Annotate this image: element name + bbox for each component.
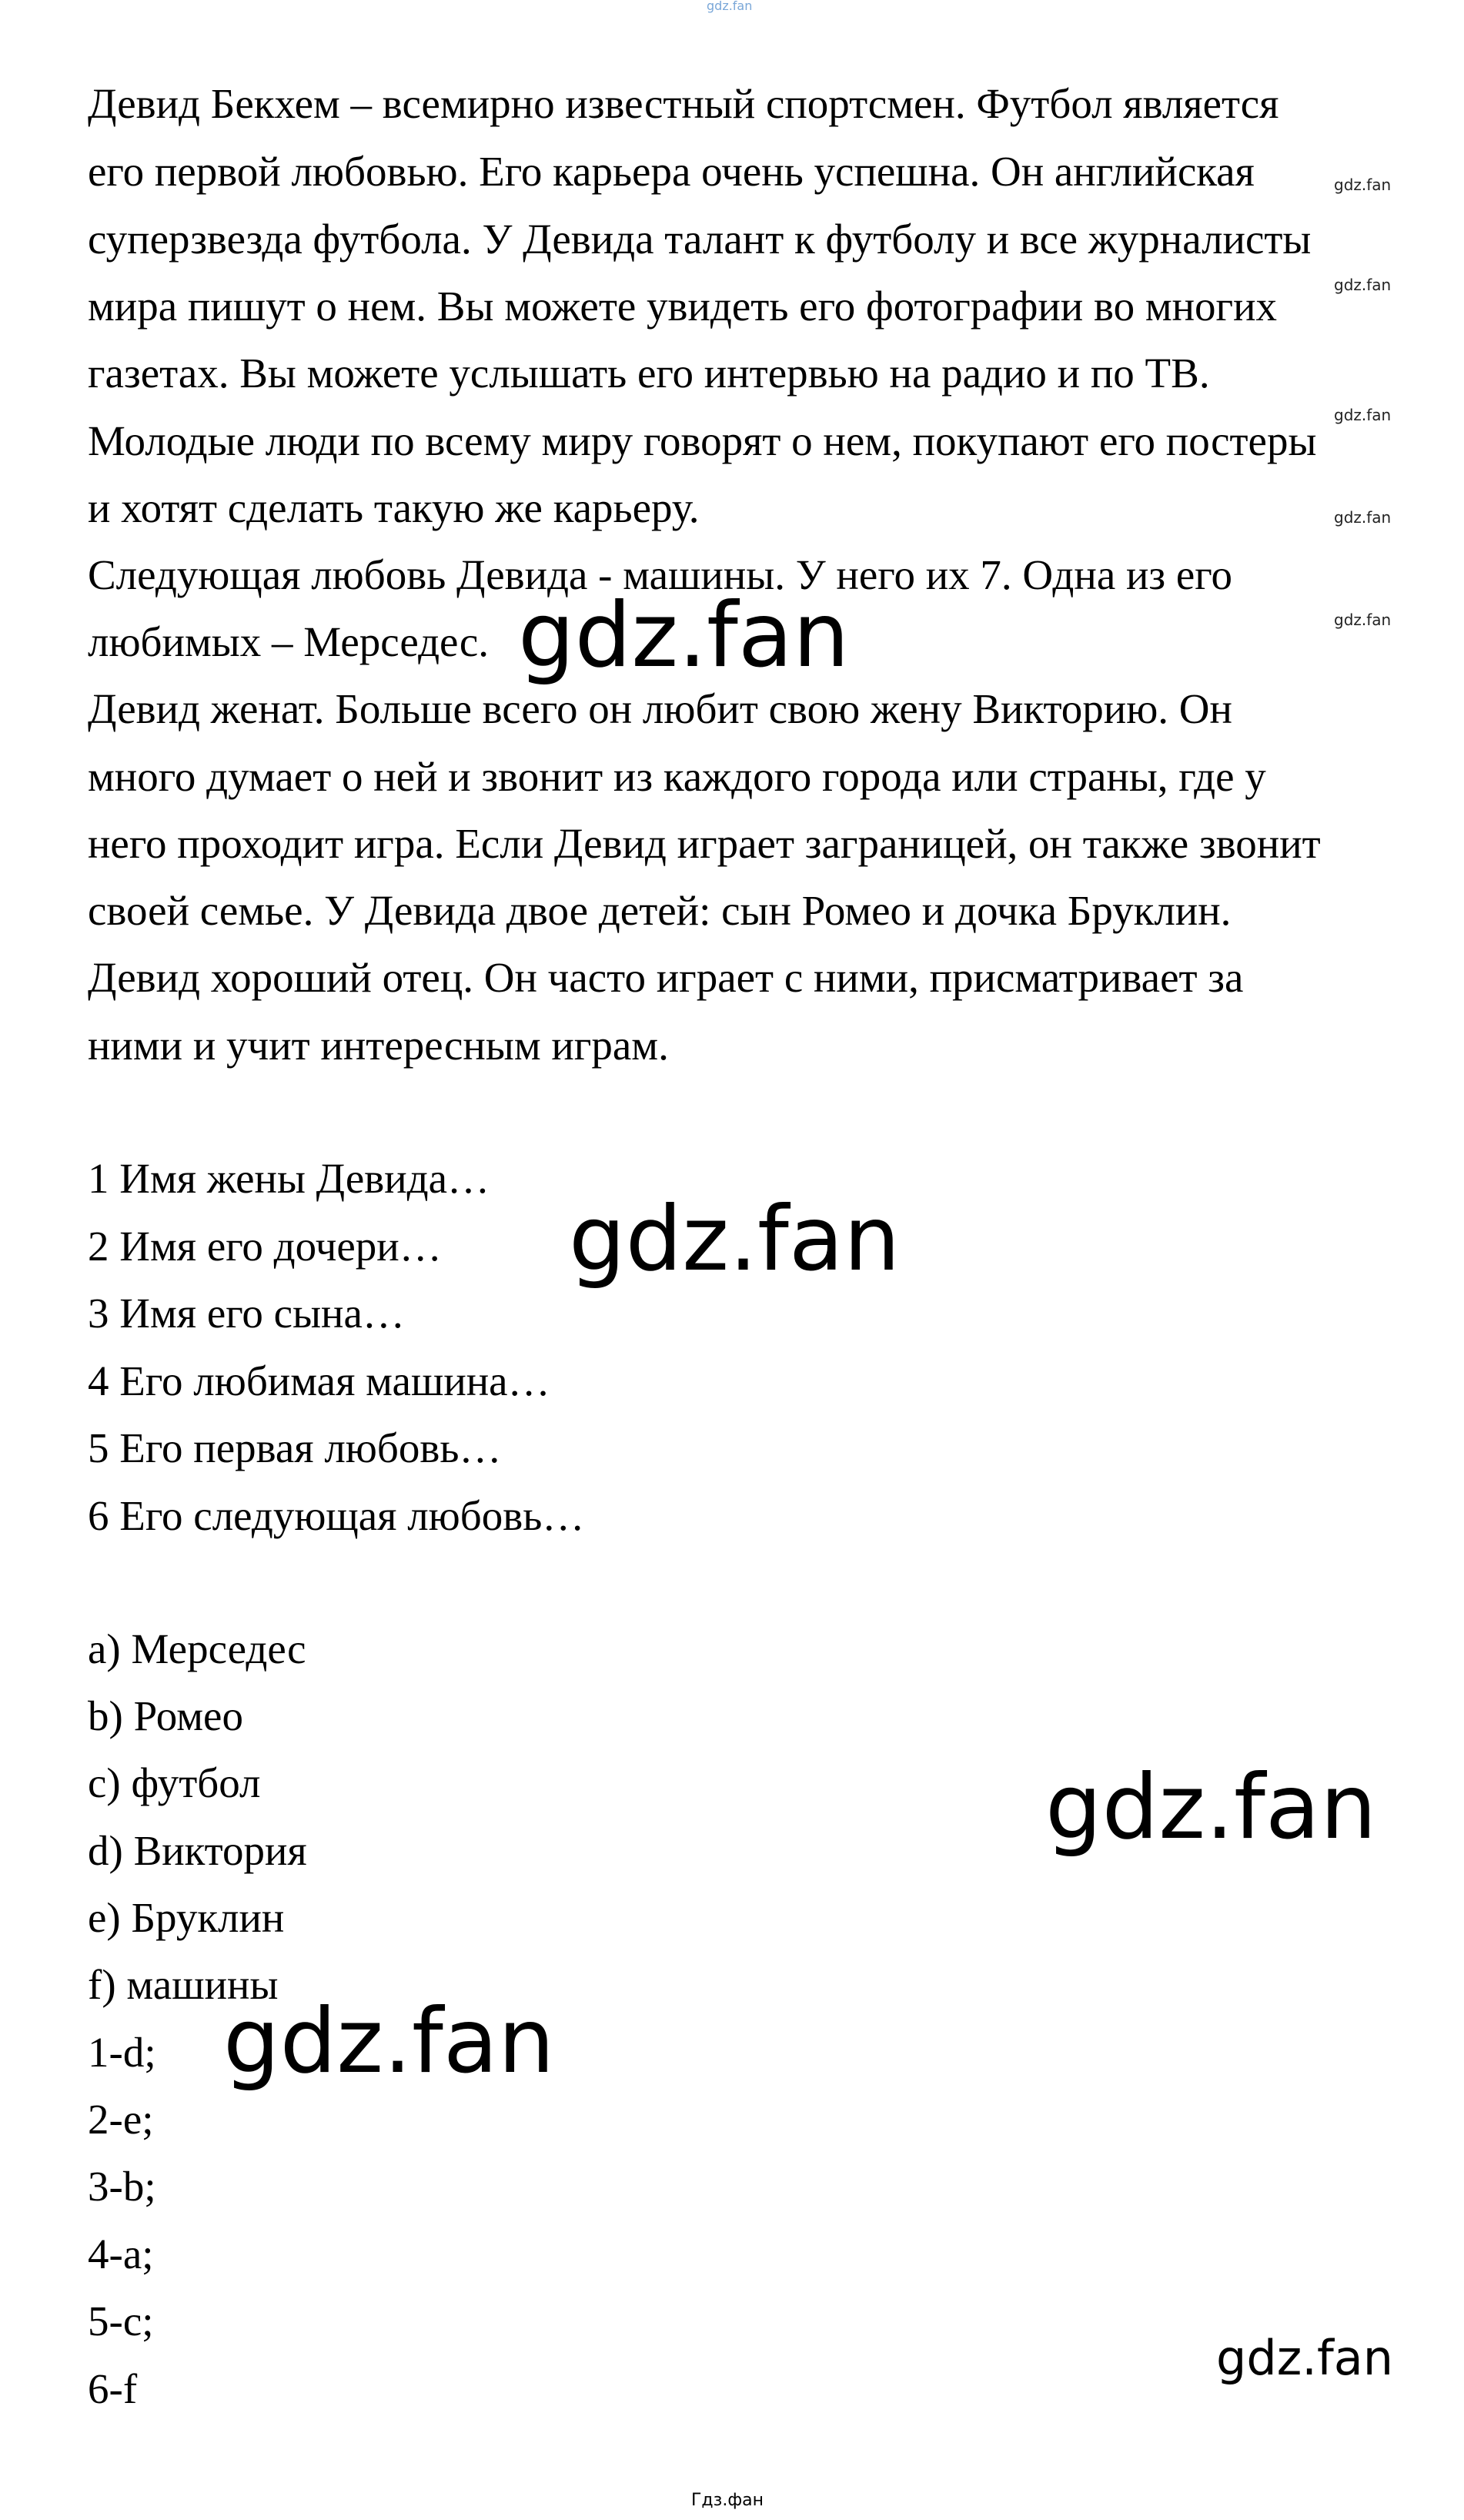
text-line: Девид хороший отец. Он часто играет с ними, присматривает за — [88, 954, 1244, 1001]
side-watermark: gdz.fan — [1334, 276, 1392, 294]
option-item: a) Мерседес — [88, 1625, 306, 1672]
text-line: Следующая любовь Девида - машины. У него их 7. Одна из его — [88, 551, 1232, 598]
question-item: 1 Имя жены Девида… — [88, 1155, 490, 1202]
large-watermark: gdz.fan — [223, 1990, 555, 2093]
top-watermark: gdz.fan — [707, 0, 753, 13]
answer-item: 4-a; — [88, 2231, 154, 2277]
option-item: d) Виктория — [88, 1827, 307, 1874]
option-item: c) футбол — [88, 1759, 261, 1806]
answer-item: 5-c; — [88, 2297, 154, 2344]
large-watermark: gdz.fan — [518, 584, 850, 688]
option-item: e) Бруклин — [88, 1894, 285, 1941]
text-line: своей семье. У Девида двое детей: сын Ромео и дочка Бруклин. — [88, 887, 1232, 934]
text-line: много думает о ней и звонит из каждого города или страны, где у — [88, 753, 1266, 800]
medium-watermark: gdz.fan — [1216, 2330, 1394, 2386]
side-watermark: gdz.fan — [1334, 611, 1392, 629]
text-line: ними и учит интересным играм. — [88, 1022, 669, 1069]
option-item: f) машины — [88, 1961, 279, 2008]
text-line: Девид Бекхем – всемирно известный спортсмен. Футбол является — [88, 80, 1279, 127]
side-watermark: gdz.fan — [1334, 508, 1392, 527]
question-item: 3 Имя его сына… — [88, 1290, 405, 1337]
text-line: его первой любовью. Его карьера очень успешна. Он английская — [88, 148, 1255, 195]
large-watermark: gdz.fan — [569, 1187, 901, 1291]
side-watermark: gdz.fan — [1334, 406, 1392, 424]
large-watermark: gdz.fan — [1045, 1755, 1377, 1859]
answer-item: 3-b; — [88, 2163, 156, 2210]
answer-item: 1-d; — [88, 2029, 156, 2076]
text-line: суперзвезда футбола. У Девида талант к футболу и все журналисты — [88, 216, 1312, 263]
text-line: Молодые люди по всему миру говорят о нем, покупают его постеры — [88, 417, 1317, 464]
text-line: и хотят сделать такую же карьеру. — [88, 484, 700, 531]
answer-item: 6-f — [88, 2365, 138, 2412]
text-line: мира пишут о нем. Вы можете увидеть его фотографии во многих — [88, 283, 1278, 330]
answer-item: 2-e; — [88, 2096, 154, 2143]
text-line: любимых – Мерседес. — [88, 618, 489, 665]
question-item: 2 Имя его дочери… — [88, 1223, 442, 1270]
question-item: 4 Его любимая машина… — [88, 1357, 550, 1404]
text-line: газетах. Вы можете услышать его интервью на радио и по ТВ. — [88, 350, 1210, 397]
text-line: Девид женат. Больше всего он любит свою жену Викторию. Он — [88, 685, 1232, 732]
option-item: b) Ромео — [88, 1692, 243, 1739]
text-line: него проходит игра. Если Девид играет заграницей, он также звонит — [88, 820, 1321, 867]
question-item: 6 Его следующая любовь… — [88, 1492, 585, 1539]
question-item: 5 Его первая любовь… — [88, 1424, 502, 1471]
footer-watermark: Гдз.фан — [691, 2491, 764, 2510]
side-watermark: gdz.fan — [1334, 176, 1392, 194]
